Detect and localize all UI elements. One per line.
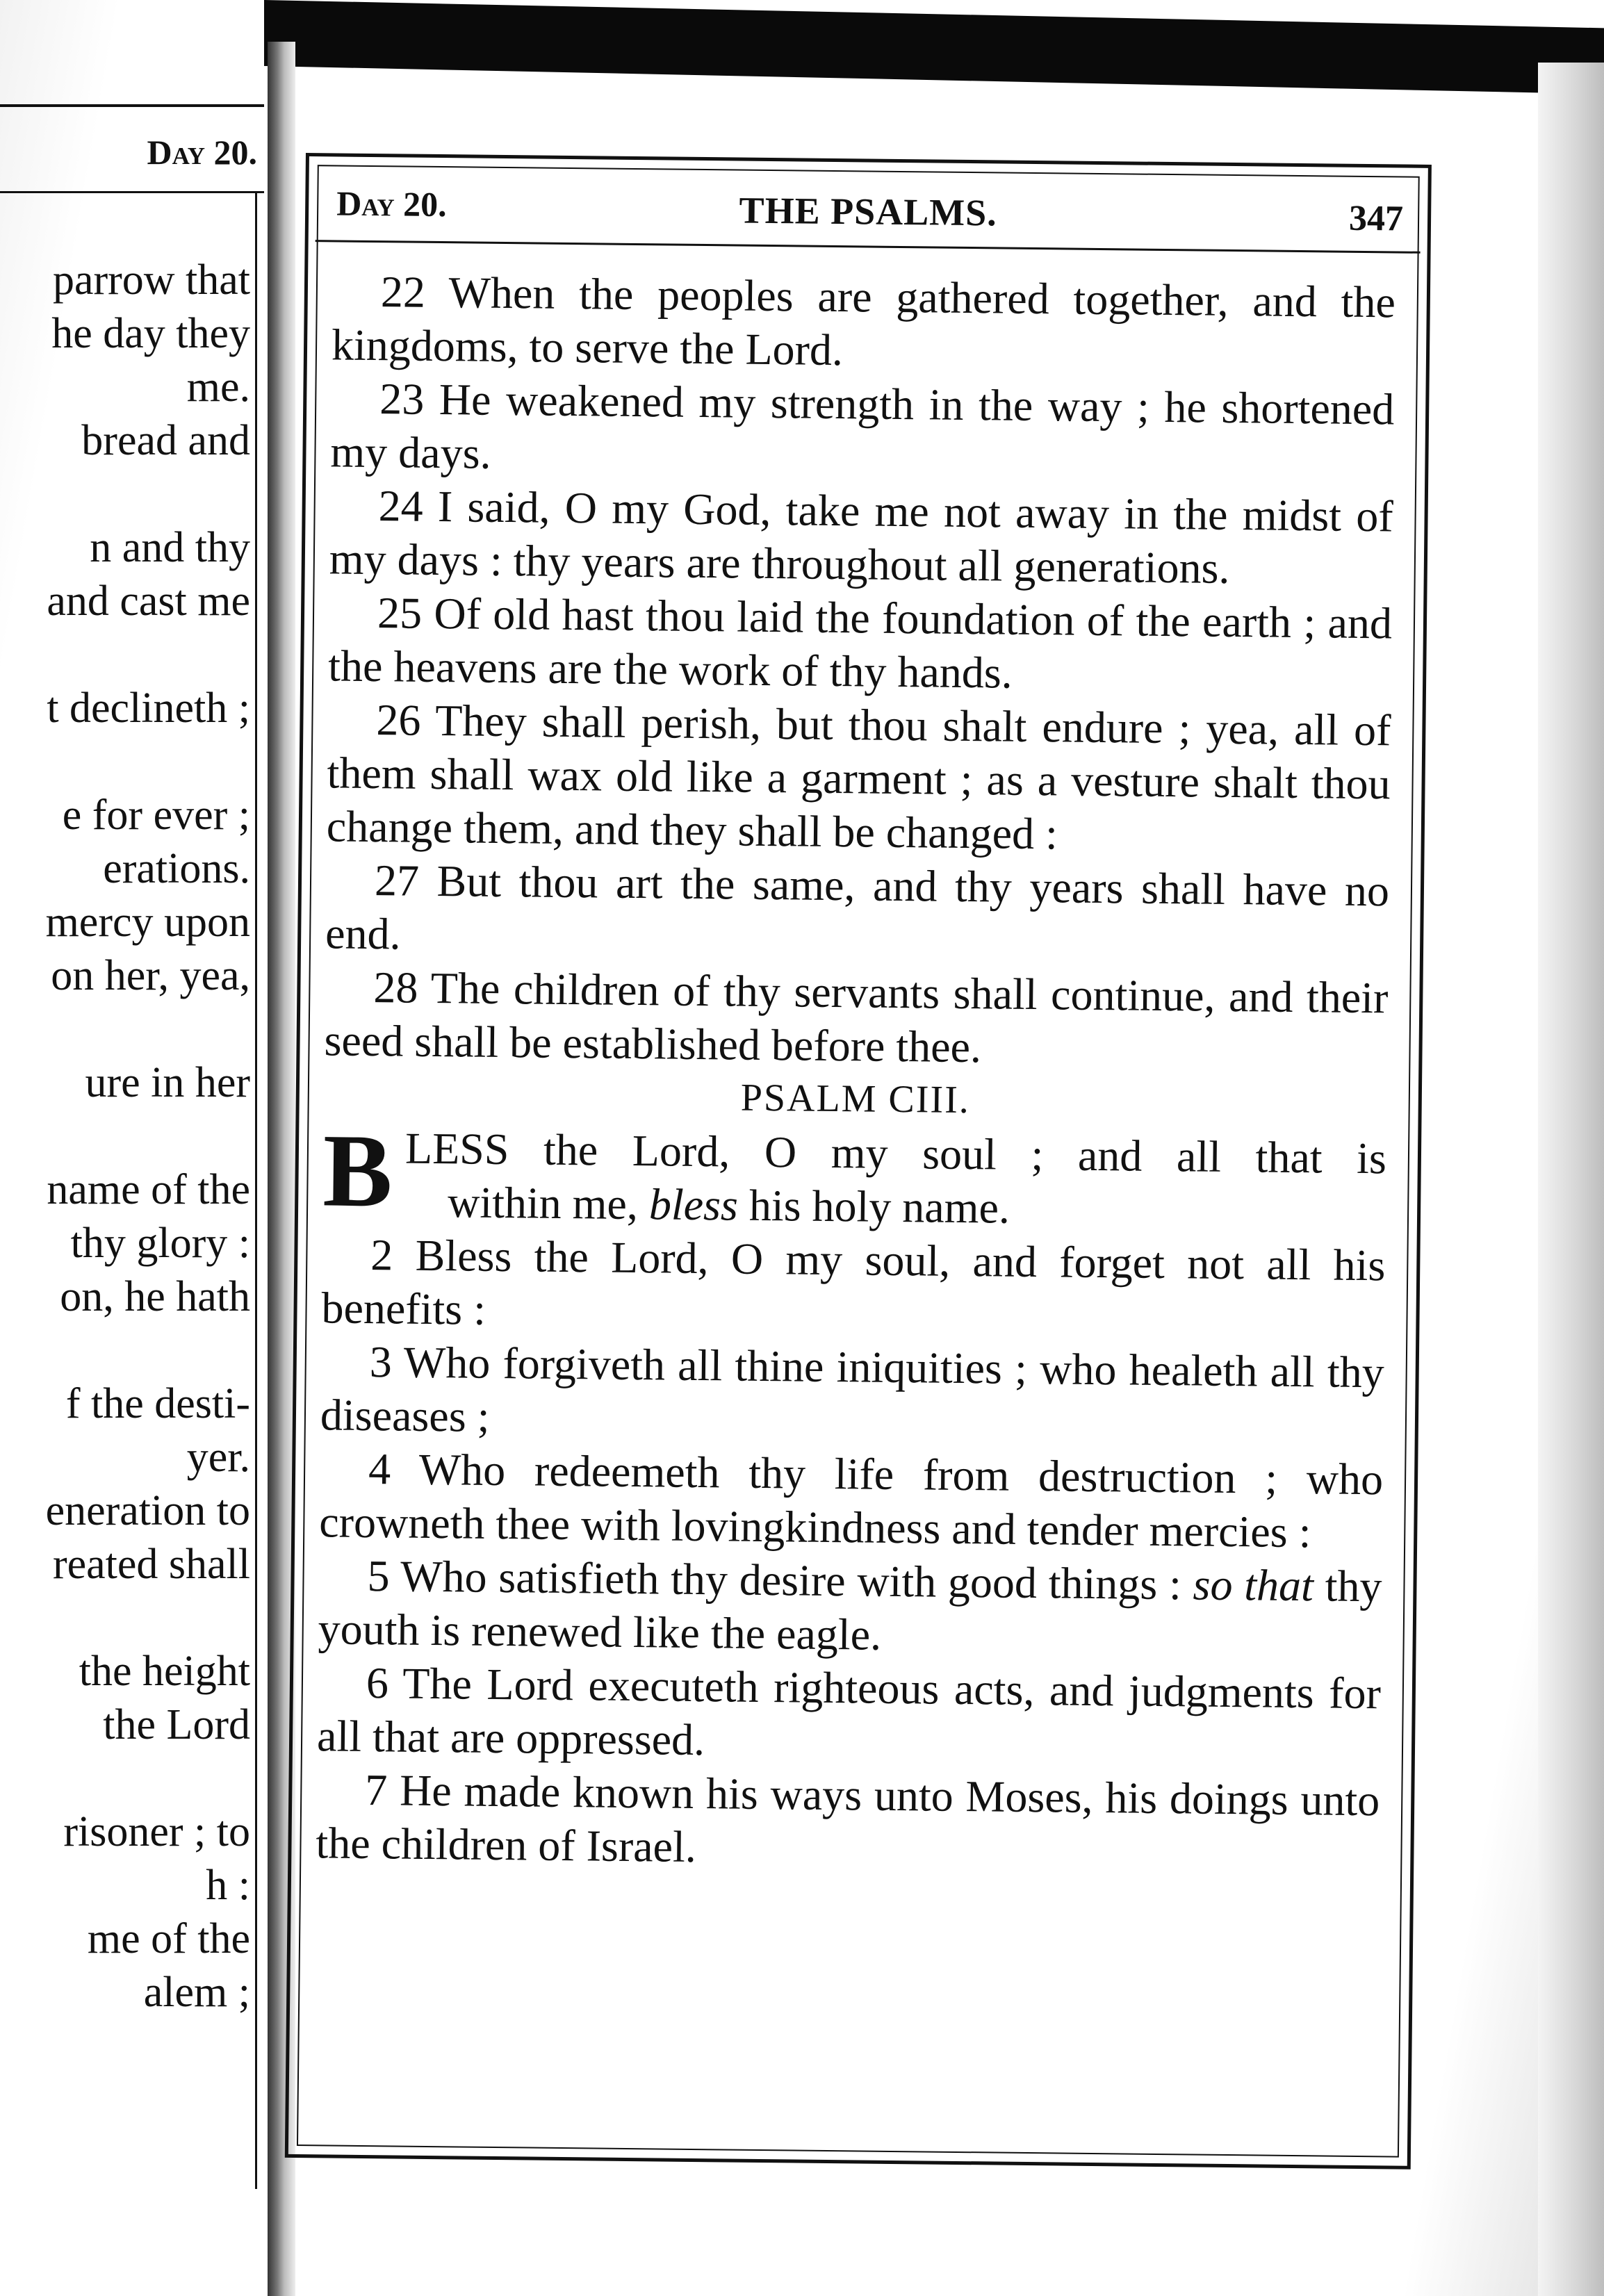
book-page-edges (1538, 63, 1604, 2296)
previous-page-line (0, 735, 250, 789)
previous-page-line: me of the (87, 1915, 250, 1962)
previous-page-line: n and thy (90, 524, 250, 571)
running-head (316, 163, 1421, 254)
previous-page-line (0, 1752, 250, 1805)
verse-4: 4 Who redeemeth thy life from destruction ; who crowneth thee with lovingkindness and tender mercies : (319, 1444, 1384, 1557)
previous-page-line: t declineth ; (47, 684, 250, 732)
verse-1-text-end: his holy name. (737, 1180, 1010, 1233)
previous-page-frame-rule (255, 191, 257, 2189)
verse-2: 2 Bless the Lord, O my soul, and forget not all his benefits : (321, 1230, 1386, 1334)
verse-5-text-end: thy youth is renewed like the eagle. (318, 1561, 1382, 1659)
previous-page-line: mercy upon (45, 899, 250, 946)
verse-1-text: within me, (447, 1177, 650, 1229)
previous-page-top-rule (0, 104, 264, 107)
verse-22: 22 When the peoples are gathered together, and the kingdoms, to serve the Lord. (331, 267, 1396, 375)
previous-page-line: ure in her (85, 1059, 250, 1106)
previous-page-line: thy glory : (70, 1220, 250, 1267)
verse-23: 23 He weakened my strength in the way ; he shortened my days. (330, 374, 1395, 478)
verse-6: 6 The Lord executeth righteous acts, and judgments for all that are oppressed. (316, 1658, 1382, 1765)
psalm-heading: PSALM CIII. (740, 1076, 971, 1122)
previous-page (0, 104, 264, 2189)
verse-1-line-2 (322, 1174, 1386, 1238)
verse-5-italic: so that (1193, 1559, 1314, 1611)
previous-page-line: the height (79, 1648, 250, 1695)
previous-page-line: yer. (186, 1434, 250, 1481)
previous-page-line: reated shall (52, 1541, 250, 1588)
previous-page-line: name of the (47, 1166, 250, 1213)
page-frame (285, 153, 1432, 2170)
previous-page-text (0, 254, 250, 2019)
previous-page-line: on, he hath (60, 1273, 250, 1320)
verse-7: 7 He made known his ways unto Moses, his doings unto the children of Israel. (316, 1765, 1380, 1872)
previous-page-line (0, 1591, 250, 1645)
book-title: THE PSALMS. (739, 189, 997, 234)
previous-page-line (0, 468, 250, 521)
previous-page-line: alem ; (143, 1969, 250, 2016)
previous-page-line: me. (186, 363, 250, 411)
previous-page-line: eneration to (45, 1487, 250, 1534)
previous-page-line: risoner ; to (63, 1808, 250, 1855)
previous-page-line: bread and (81, 417, 250, 464)
previous-page-line (0, 1324, 250, 1377)
verse-27: 27 But thou art the same, and thy years shall have no end. (325, 855, 1390, 959)
previous-page-line (0, 628, 250, 682)
previous-page-line (0, 1110, 250, 1163)
day-label: Day 20. (336, 183, 447, 224)
previous-page-line: and cast me (47, 577, 250, 625)
previous-page-line (0, 1003, 250, 1056)
previous-page-line: he day they (51, 310, 250, 357)
previous-page-header-rule (0, 191, 264, 193)
verse-5-text: 5 Who satisfieth thy desire with good things : (367, 1551, 1194, 1609)
previous-page-line: e for ever ; (62, 792, 250, 839)
verse-26: 26 They shall perish, but thou shalt endure ; yea, all of them shall wax old like a garment ; as a vesture shalt thou change them, and they shall be changed : (326, 695, 1391, 859)
verse-24: 24 I said, O my God, take me not away in the midst of my days : thy years are throughout all generations. (329, 481, 1393, 593)
verse-28: 28 The children of thy servants shall continue, and their seed shall be established before thee. (324, 962, 1389, 1072)
page-number: 347 (1348, 198, 1404, 239)
verse-3: 3 Who forgiveth all thine iniquities ; who healeth all thy diseases ; (320, 1337, 1385, 1441)
verse-1-italic: bless (648, 1179, 739, 1230)
previous-page-day-label: Day 20. (147, 133, 257, 172)
previous-page-line: h : (206, 1862, 250, 1909)
previous-page-line: on her, yea, (51, 952, 250, 999)
previous-page-line: parrow that (52, 256, 250, 304)
drop-cap: B (322, 1113, 393, 1229)
verse-1-line-1: LESS the Lord, O my soul ; and all that is (404, 1123, 1387, 1183)
verse-5 (318, 1548, 1382, 1666)
previous-page-line: erations. (103, 845, 250, 892)
psalm-text (316, 264, 1396, 1880)
verse-1 (322, 1113, 1387, 1238)
previous-page-line: the Lord (103, 1701, 250, 1748)
verse-25: 25 Of old hast thou laid the foundation of the earth ; and the heavens are the work of thy hands. (327, 588, 1393, 698)
previous-page-line: f the desti- (65, 1380, 250, 1427)
